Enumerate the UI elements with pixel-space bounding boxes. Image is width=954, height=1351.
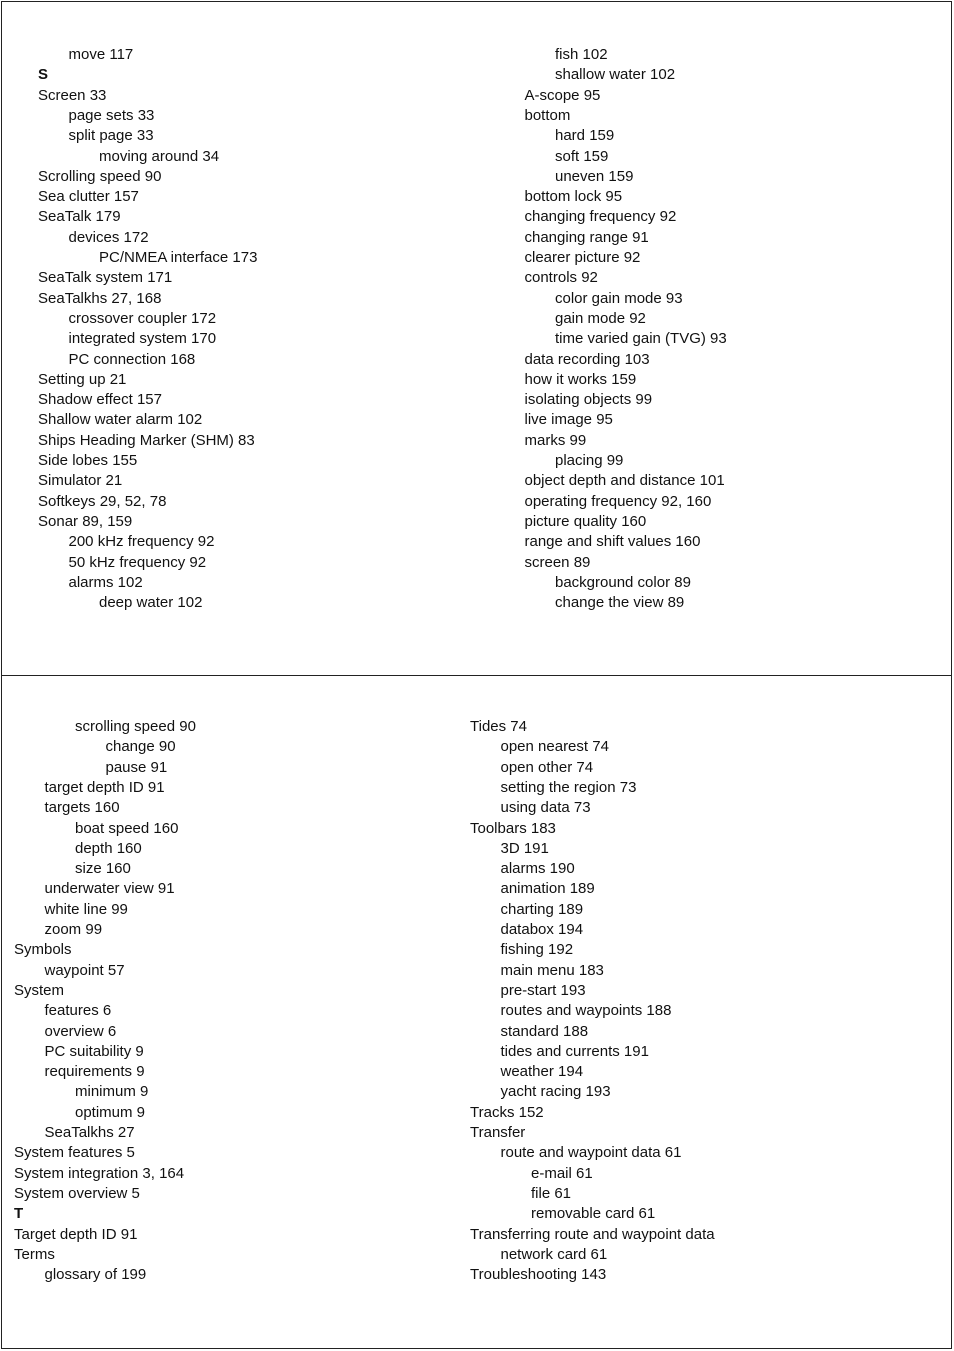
index-entry: targets 160 (44, 799, 120, 817)
index-entry: picture quality 160 (524, 512, 647, 530)
index-entry: optimum 9 (75, 1103, 146, 1121)
index-entry: crossover coupler 172 (68, 309, 217, 327)
index-entry: change the view 89 (555, 594, 685, 612)
index-entry: Ships Heading Marker (SHM) 83 (38, 431, 255, 449)
index-entry: routes and waypoints 188 (500, 1002, 672, 1020)
index-entry: Shallow water alarm 102 (38, 411, 203, 429)
index-entry: shallow water 102 (555, 66, 676, 84)
index-entry: range and shift values 160 (524, 533, 701, 551)
index-entry: bottom (524, 106, 571, 124)
index-entry: color gain mode 93 (555, 289, 683, 307)
index-letter-heading: S (38, 66, 49, 84)
index-entry: Tides 74 (470, 718, 527, 735)
index-entry: devices 172 (68, 228, 149, 246)
index-entry: Transfer (470, 1124, 526, 1141)
index-entry: operating frequency 92, 160 (524, 492, 712, 510)
index-entry: SeaTalkhs 27 (44, 1124, 135, 1141)
index-entry: tides and currents 191 (500, 1042, 649, 1060)
index-entry: pause 91 (105, 758, 168, 776)
index-page-bottom (1, 675, 952, 1349)
index-entry: yacht racing 193 (500, 1083, 611, 1101)
index-entry: placing 99 (555, 452, 624, 469)
index-entry: target depth ID 91 (44, 778, 165, 796)
index-entry: Screen 33 (38, 86, 107, 104)
index-letter-heading: T (14, 1205, 24, 1223)
index-entry: uneven 159 (555, 167, 634, 185)
index-entry: PC/NMEA interface 173 (99, 249, 258, 266)
index-entry: Target depth ID 91 (14, 1225, 138, 1243)
index-entry: underwater view 91 (44, 880, 175, 898)
index-entry: main menu 183 (500, 961, 604, 979)
index-entry: file 61 (531, 1184, 572, 1202)
index-entry: split page 33 (68, 127, 154, 145)
index-entry: controls 92 (524, 269, 598, 287)
index-entry: 200 kHz frequency 92 (68, 533, 215, 551)
index-entry: page sets 33 (68, 106, 155, 124)
index-entry: integrated system 170 (68, 330, 217, 348)
index-entry: bottom lock 95 (524, 188, 623, 206)
index-entry: e-mail 61 (531, 1164, 593, 1182)
index-entry: using data 73 (500, 799, 591, 817)
index-entry: object depth and distance 101 (524, 472, 725, 490)
index-entry: change 90 (105, 738, 176, 756)
index-entry: charting 189 (500, 900, 584, 918)
index-entry: moving around 34 (99, 147, 220, 165)
index-entry: fish 102 (555, 46, 608, 63)
index-entry: Troubleshooting 143 (470, 1266, 607, 1284)
index-entry: Shadow effect 157 (38, 391, 162, 409)
index-entry: waypoint 57 (44, 961, 125, 979)
index-entry: Simulator 21 (38, 472, 123, 490)
index-entry: standard 188 (500, 1022, 589, 1040)
index-entry: setting the region 73 (500, 778, 637, 796)
index-entry: Sea clutter 157 (38, 188, 139, 206)
index-entry: alarms 190 (500, 860, 575, 878)
index-entry: route and waypoint data 61 (500, 1144, 682, 1162)
index-entry: Softkeys 29, 52, 78 (38, 492, 167, 510)
index-entry: changing frequency 92 (524, 208, 677, 226)
index-entry: live image 95 (524, 411, 613, 429)
index-entry: pre-start 193 (500, 981, 586, 999)
index-entry: how it works 159 (524, 370, 637, 388)
index-entry: white line 99 (44, 900, 128, 918)
index-entry: alarms 102 (68, 573, 143, 591)
index-page-top (1, 1, 952, 676)
index-entry: network card 61 (500, 1245, 608, 1263)
index-entry: isolating objects 99 (524, 391, 653, 409)
index-entry: removable card 61 (531, 1205, 656, 1223)
index-entry: open nearest 74 (500, 738, 609, 756)
index-entry: animation 189 (500, 880, 595, 898)
index-entry: Setting up 21 (38, 370, 127, 388)
index-entry: fishing 192 (500, 941, 574, 959)
index-entry: System (14, 981, 65, 999)
index-entry: gain mode 92 (555, 309, 646, 327)
index-entry: overview 6 (44, 1022, 117, 1040)
index-entry: size 160 (75, 860, 131, 878)
index-entry: 50 kHz frequency 92 (68, 553, 207, 571)
index-entry: zoom 99 (44, 921, 103, 938)
index-entry: minimum 9 (75, 1083, 149, 1101)
index-entry: PC suitability 9 (44, 1042, 144, 1060)
index-entry: hard 159 (555, 127, 615, 145)
index-entry: Sonar 89, 159 (38, 512, 133, 530)
index-entry: System features 5 (14, 1144, 135, 1162)
index-entry: data recording 103 (524, 350, 650, 368)
index-entry: System overview 5 (14, 1184, 140, 1202)
index-entry: scrolling speed 90 (75, 718, 196, 735)
index-entry: Tracks 152 (470, 1103, 544, 1121)
index-entry: requirements 9 (44, 1063, 145, 1081)
index-entry: weather 194 (500, 1063, 584, 1081)
index-entry: move 117 (68, 46, 134, 63)
index-entry: glossary of 199 (44, 1266, 147, 1284)
index-entry: background color 89 (555, 573, 691, 591)
index-entry: Side lobes 155 (38, 452, 138, 469)
index-entry: Transferring route and waypoint data (470, 1225, 715, 1243)
index-entry: screen 89 (524, 553, 591, 571)
index-entry: SeaTalkhs 27, 168 (38, 289, 162, 307)
index-entry: System integration 3, 164 (14, 1164, 185, 1182)
index-entry: SeaTalk system 171 (38, 269, 173, 287)
index-entry: SeaTalk 179 (38, 208, 121, 226)
index-entry: Terms (14, 1245, 55, 1263)
index-entry: PC connection 168 (68, 350, 196, 368)
index-entry: time varied gain (TVG) 93 (555, 330, 727, 348)
index-entry: A-scope 95 (524, 86, 601, 104)
index-entry: Scrolling speed 90 (38, 167, 162, 185)
index-entry: features 6 (44, 1002, 112, 1020)
index-entry: marks 99 (524, 431, 587, 449)
index-entry: deep water 102 (99, 594, 203, 612)
index-entry: databox 194 (500, 921, 584, 938)
index-entry: Symbols (14, 941, 72, 959)
index-entry: soft 159 (555, 147, 609, 165)
index-entry: boat speed 160 (75, 819, 179, 837)
index-entry: open other 74 (500, 758, 594, 776)
index-entry: depth 160 (75, 839, 142, 857)
index-entry: clearer picture 92 (524, 249, 641, 266)
index-entry: 3D 191 (500, 839, 549, 857)
index-entry: changing range 91 (524, 228, 649, 246)
index-entry: Toolbars 183 (470, 819, 556, 837)
